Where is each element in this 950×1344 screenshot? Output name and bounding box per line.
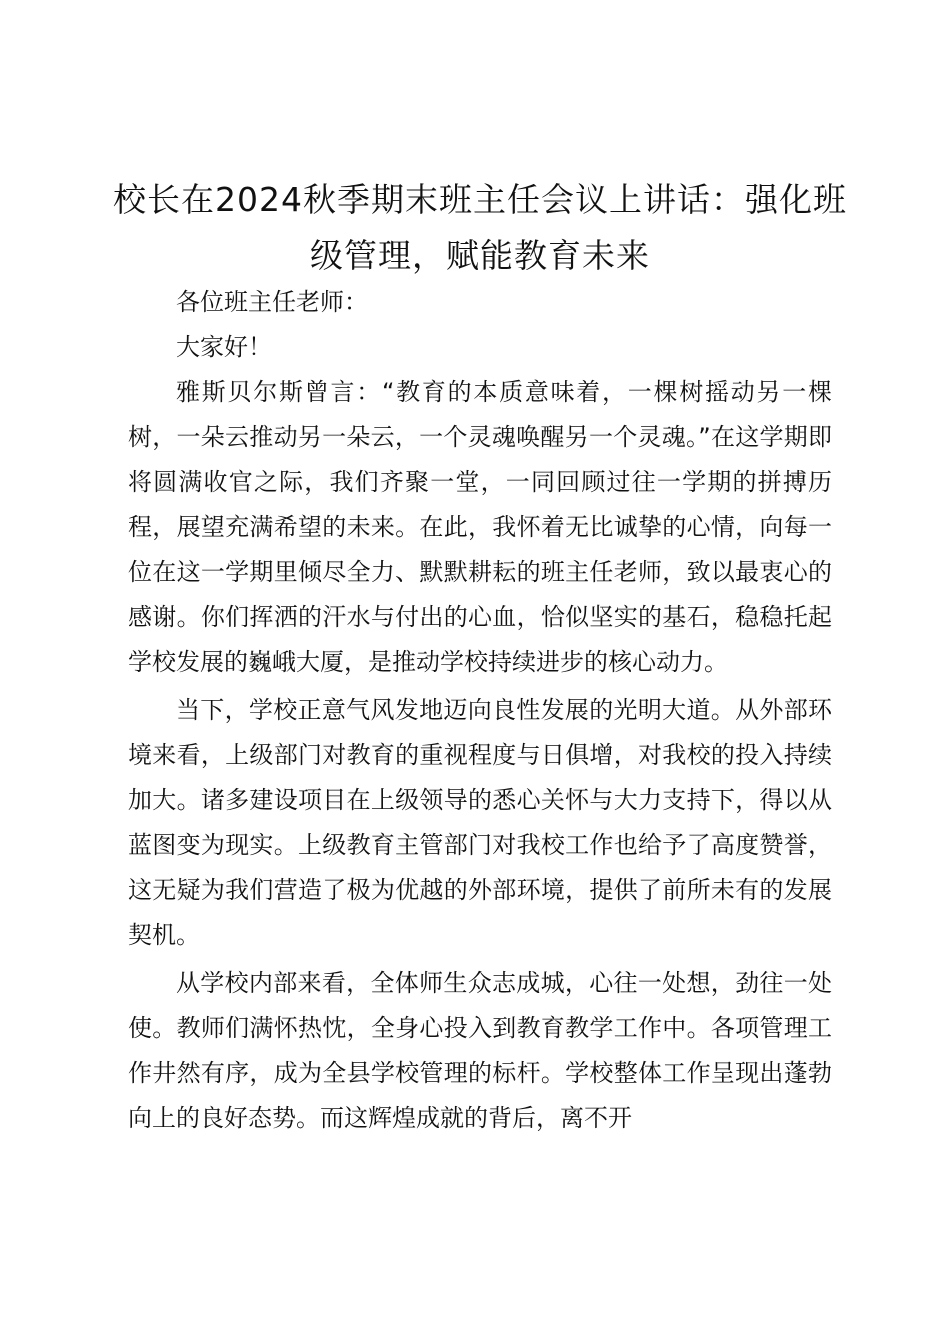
paragraph-external-environment: 当下，学校正意气风发地迈向良性发展的光明大道。从外部环境来看，上级部门对教育的重视程度与日俱增，对我校的投入持续加大。诸多建设项目在上级领导的悉心关怀与大力支持下，得以从蓝图变为现实。上级教育主管部门对我校工作也给予了高度赞誉，这无疑为我们营造了极为优越的外部环境，提供了前所未有的发展契机。 xyxy=(128,696,832,949)
paragraph-quote-intro: 雅斯贝尔斯曾言：“教育的本质意味着，一棵树摇动另一棵树，一朵云推动另一朵云，一个灵魂唤醒另一个灵魂。”在这学期即将圆满收官之际，我们齐聚一堂，一同回顾过往一学期的拼搏历程，展望充满希望的未来。在此，我怀着无比诚挚的心情，向每一位在这一学期里倾尽全力、默默耕耘的班主任老师，致以最衷心的感谢。你们挥洒的汗水与付出的心血，恰似坚实的基石，稳稳托起学校发展的巍峨大厦，是推动学校持续进步的核心动力。 xyxy=(128,378,832,676)
paragraph-internal-environment: 从学校内部来看，全体师生众志成城，心往一处想，劲往一处使。教师们满怀热忱，全身心投入到教育教学工作中。各项管理工作井然有序，成为全县学校管理的标杆。学校整体工作呈现出蓬勃向上的良好态势。而这辉煌成就的背后，离不开 xyxy=(128,969,832,1132)
salutation: 各位班主任老师： xyxy=(176,288,368,316)
document-title: 校长在2024秋季期末班主任会议上讲话：强化班级管理，赋能教育未来 xyxy=(113,180,847,275)
document-body xyxy=(128,280,832,1141)
greeting: 大家好！ xyxy=(176,333,272,361)
